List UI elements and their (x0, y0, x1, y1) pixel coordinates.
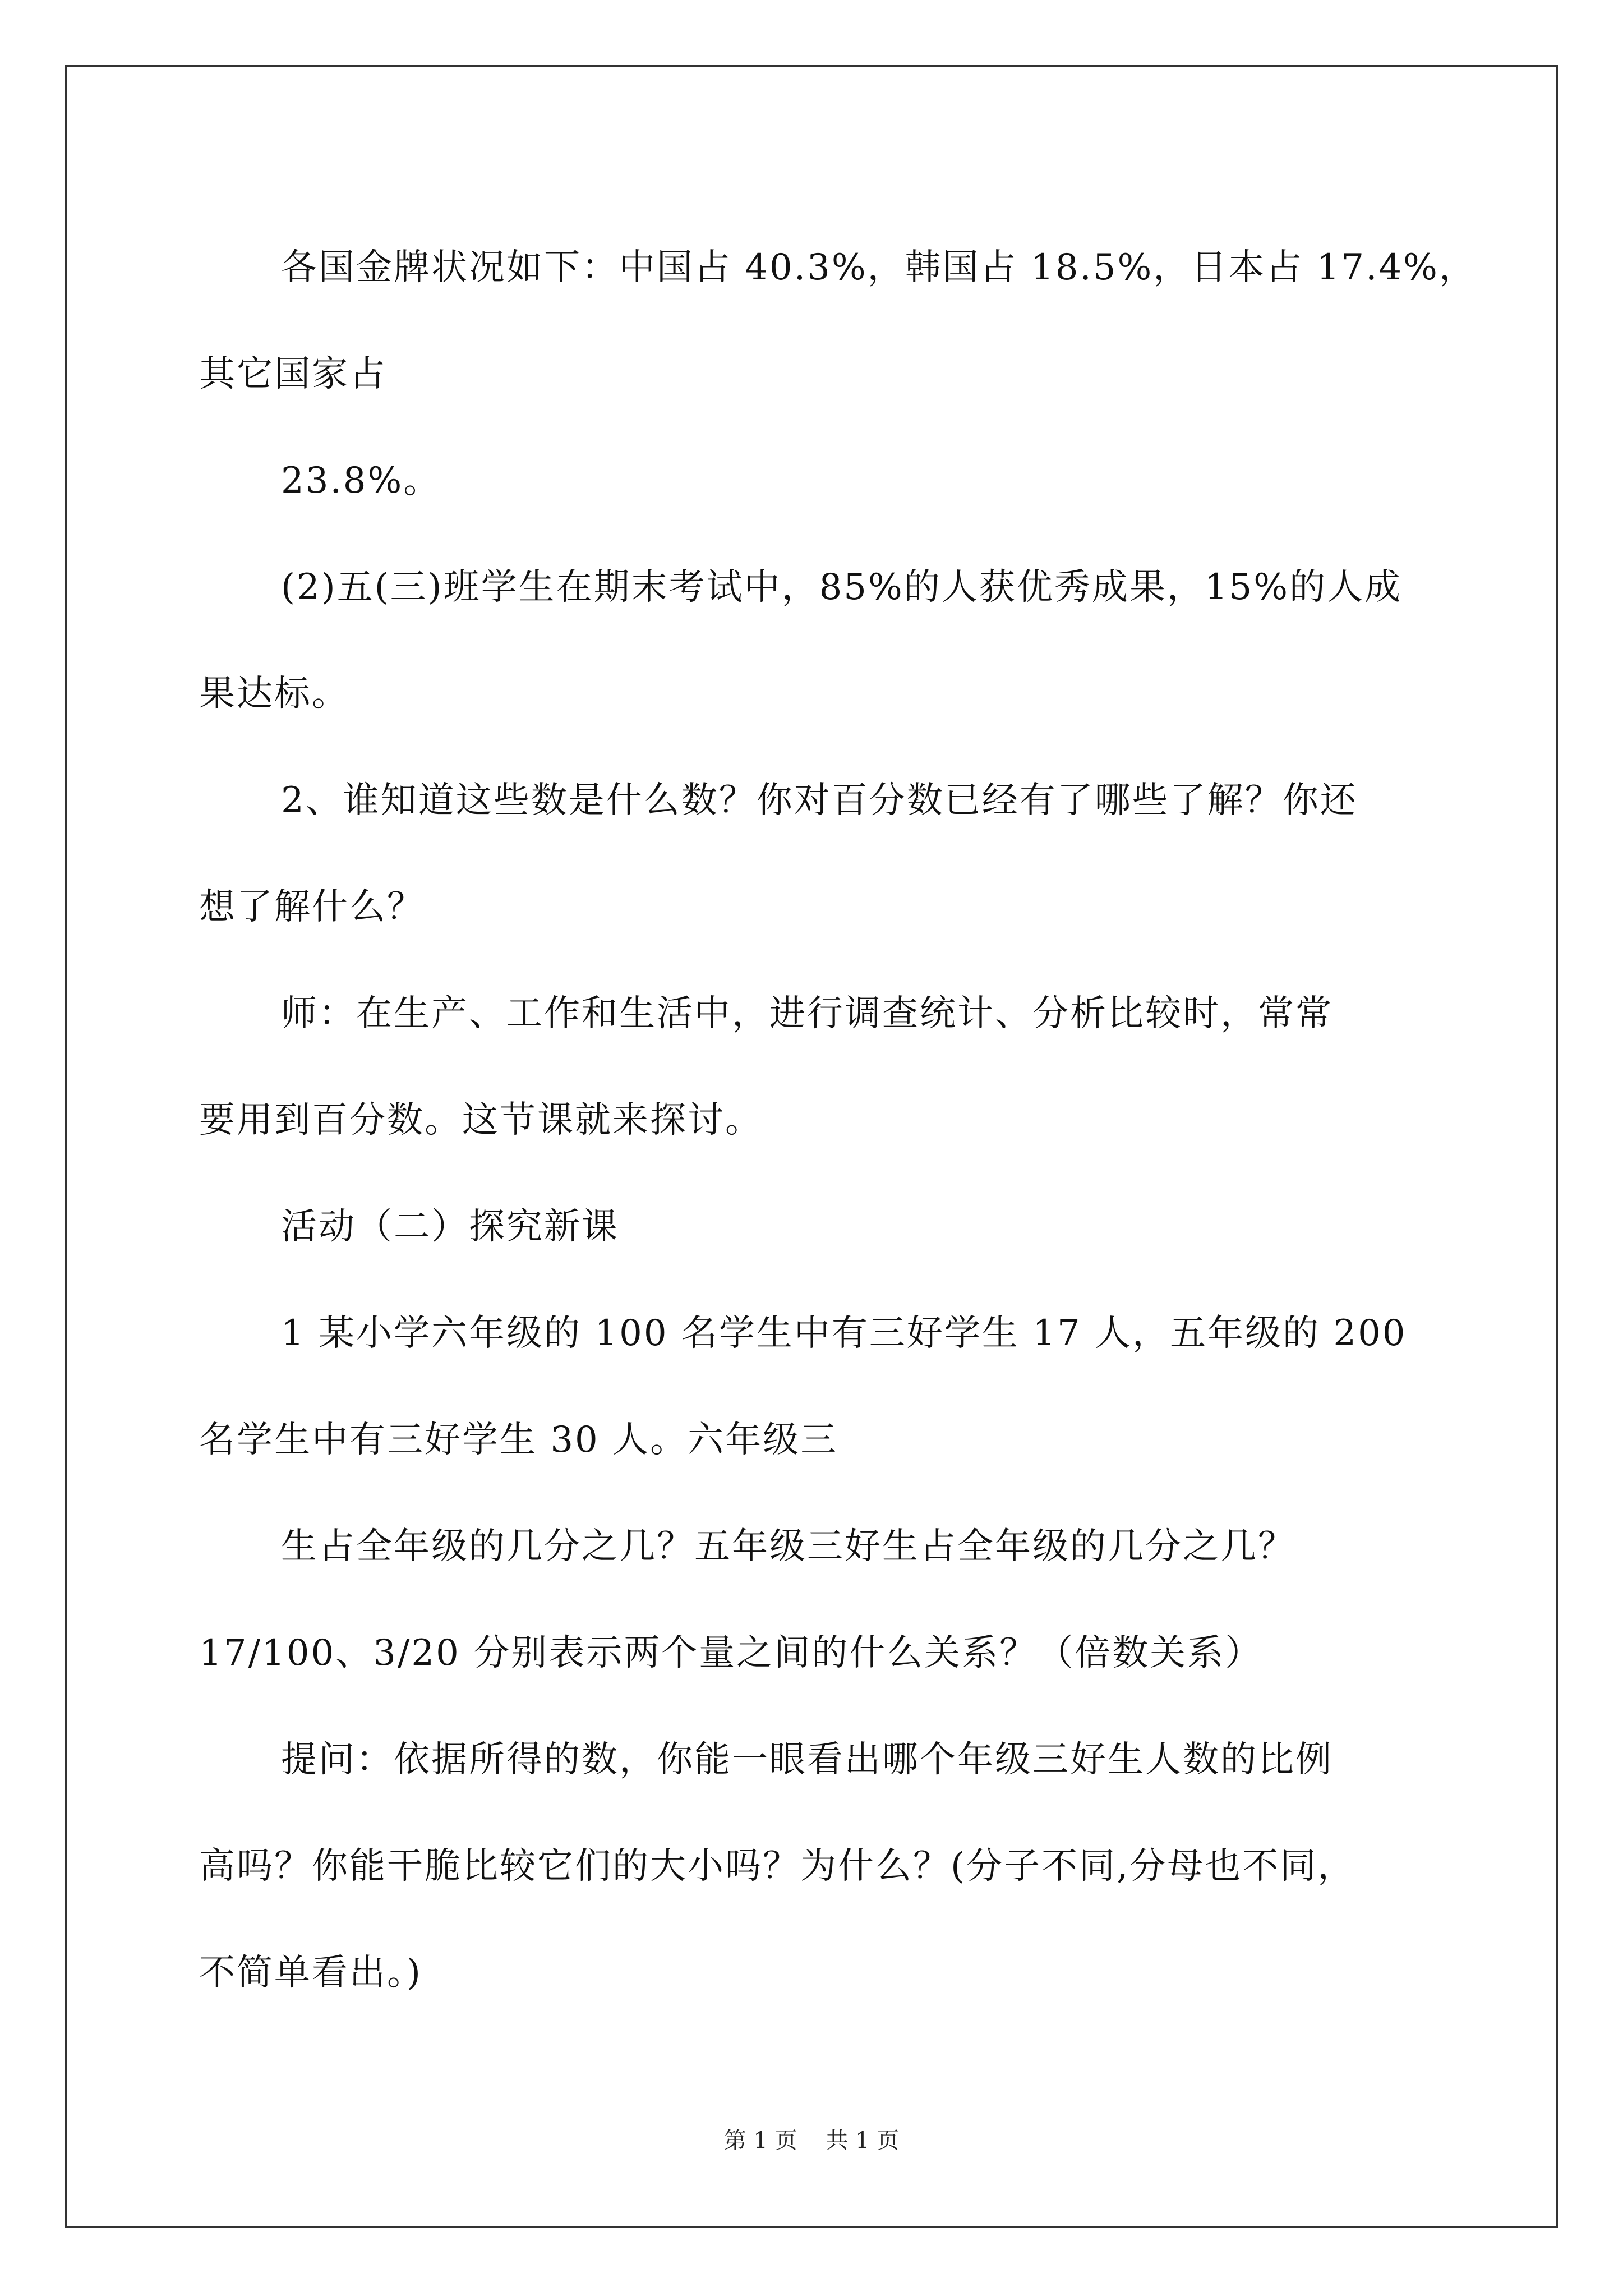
text-line: 想了解什么？ (199, 886, 425, 928)
text-line: 生占全年级的几分之几？五年级三好生占全年级的几分之几？ (281, 1526, 1295, 1567)
text-line: 高吗？你能干脆比较它们的大小吗？为什么？(分子不同,分母也不同， (199, 1846, 1355, 1887)
text-line: 果达标。 (199, 673, 349, 715)
page-footer: 第 1 页 共 1 页 (723, 2128, 900, 2154)
text-line: 1 某小学六年级的 100 名学生中有三好学生 17 人，五年级的 200 (281, 1313, 1407, 1354)
text-line: 17/100、3/20 分别表示两个量之间的什么关系？（倍数关系） (199, 1632, 1263, 1674)
section-heading: 活动（二）探究新课 (281, 1206, 619, 1248)
text-line: (2)五(三)班学生在期末考试中，85%的人获优秀成果，15%的人成 (281, 567, 1403, 608)
text-line: 各国金牌状况如下：中国占 40.3%，韩国占 18.5%，日本占 17.4%， (281, 247, 1477, 288)
text-line: 提问：依据所得的数，你能一眼看出哪个年级三好生人数的比例 (281, 1739, 1333, 1780)
text-line: 其它国家占 (199, 353, 387, 395)
text-line: 要用到百分数。这节课就来探讨。 (199, 1099, 763, 1141)
text-line: 名学生中有三好学生 30 人。六年级三 (199, 1419, 838, 1461)
text-line: 23.8%。 (281, 460, 441, 501)
text-line: 不简单看出。) (199, 1952, 422, 1994)
text-line: 2、谁知道这些数是什么数？你对百分数已经有了哪些了解？你还 (281, 780, 1358, 821)
document-body (199, 214, 1477, 2026)
text-line: 师：在生产、工作和生活中，进行调查统计、分析比较时，常常 (281, 993, 1333, 1034)
